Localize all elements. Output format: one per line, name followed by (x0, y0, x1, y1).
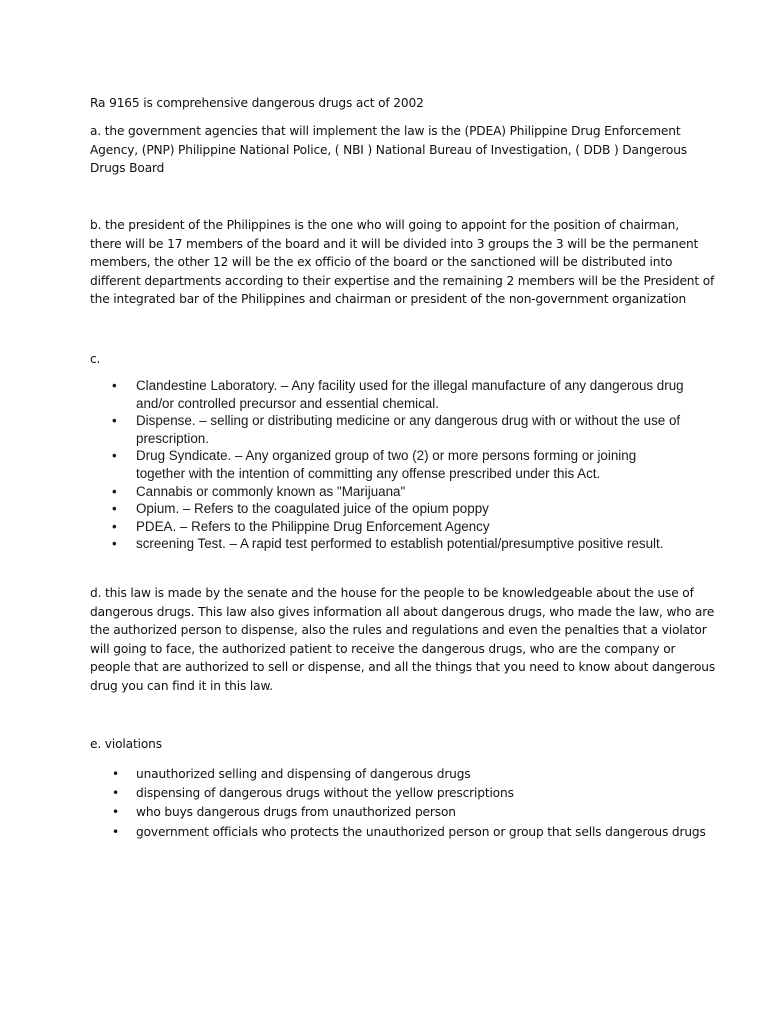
bullet-icon: • (112, 767, 120, 781)
section-d-line-2: dangerous drugs. This law also gives information all about dangerous drugs, who made the law, who are (90, 604, 715, 619)
list-item-line: Opium. – Refers to the coagulated juice of the opium poppy (136, 501, 489, 517)
list-item (90, 803, 690, 822)
list-item-line: and/or controlled precursor and essential chemical. (136, 395, 439, 411)
section-e-label (90, 735, 690, 754)
section-d-paragraph (90, 584, 716, 696)
list-item (90, 500, 690, 518)
section-d-line-5: people that are authorized to sell or dispense, and all the things that you need to know about dangerous (90, 660, 716, 675)
list-item (90, 823, 706, 842)
section-c-label (90, 350, 690, 369)
list-item-line: together with the intention of committing any offense prescribed under this Act. (136, 465, 601, 481)
section-d-line-3: the authorized person to dispense, also the rules and regulations and even the penalties that a violator (90, 623, 707, 638)
list-item-line: Dispense. – selling or distributing medicine or any dangerous drug with or without the use of (136, 413, 681, 429)
bullet-icon: • (112, 786, 120, 801)
list-item (90, 784, 690, 803)
list-item-line: Cannabis or commonly known as "Marijuana" (136, 483, 406, 499)
section-e-label-text: e. violations (90, 737, 162, 751)
section-b-line-3: members, the other 12 will be the ex officio of the board or the sanctioned will be distributed into (90, 255, 673, 270)
bullet-icon: • (112, 483, 117, 499)
section-a-line-2: Agency, (PNP) Philippine National Police, ( NBI ) National Bureau of Investigation, ( DDB ) Dangerous (90, 142, 688, 157)
list-item (90, 412, 690, 447)
section-d-line-4: will going to face, the authorized patient to receive the dangerous drugs, who are the company or (90, 641, 676, 656)
definitions-list (90, 377, 690, 553)
bullet-icon: • (112, 805, 120, 820)
list-item (90, 518, 690, 536)
bullet-icon: • (112, 413, 117, 429)
list-item (90, 483, 690, 501)
bullet-icon: • (112, 378, 117, 393)
section-b-line-4: different departments according to their expertise and the remaining 2 members will be the President of (90, 273, 715, 288)
list-item (90, 377, 690, 412)
list-item-line: dispensing of dangerous drugs without the yellow prescriptions (136, 786, 514, 801)
list-item-line: Drug Syndicate. – Any organized group of two (2) or more persons forming or joining (136, 448, 637, 464)
list-item (90, 535, 690, 553)
list-item-line: unauthorized selling and dispensing of dangerous drugs (136, 767, 471, 781)
section-d-line-1: d. this law is made by the senate and the house for the people to be knowledgeable about the use of (90, 586, 694, 600)
bullet-icon: • (112, 518, 117, 534)
violations-list (90, 765, 706, 842)
section-b-line-5: the integrated bar of the Philippines and chairman or president of the non-government organization (90, 292, 687, 307)
list-item-line: government officials who protects the unauthorized person or group that sells dangerous drugs (136, 824, 706, 839)
bullet-icon: • (112, 824, 120, 839)
section-a-paragraph (90, 122, 690, 178)
document-title (90, 94, 690, 113)
section-a-line-3: Drugs Board (90, 161, 165, 176)
list-item-line: screening Test. – A rapid test performed to establish potential/presumptive positive result. (136, 536, 664, 552)
section-c-label-text: c. (90, 352, 101, 366)
list-item-line: PDEA. – Refers to the Philippine Drug Enforcement Agency (136, 518, 490, 534)
section-b-line-1: b. the president of the Philippines is the one who will going to appoint for the position of chairman, (90, 218, 679, 232)
section-d-line-6: drug you can find it in this law. (90, 678, 273, 693)
bullet-icon: • (112, 501, 117, 517)
list-item (90, 765, 690, 784)
bullet-icon: • (112, 536, 117, 552)
section-a-line-1: a. the government agencies that will implement the law is the (PDEA) Philippine Drug Enforcement (90, 124, 681, 138)
bullet-icon: • (112, 448, 117, 464)
section-b-line-2: there will be 17 members of the board and it will be divided into 3 groups the 3 will be the permanent (90, 236, 699, 251)
list-item-line: prescription. (136, 430, 209, 446)
list-item (90, 447, 690, 482)
list-item-line: who buys dangerous drugs from unauthorized person (136, 805, 456, 820)
section-b-paragraph (90, 216, 715, 309)
title-line: Ra 9165 is comprehensive dangerous drugs act of 2002 (90, 96, 424, 110)
list-item-line: Clandestine Laboratory. – Any facility used for the illegal manufacture of any dangerous drug (136, 378, 684, 393)
